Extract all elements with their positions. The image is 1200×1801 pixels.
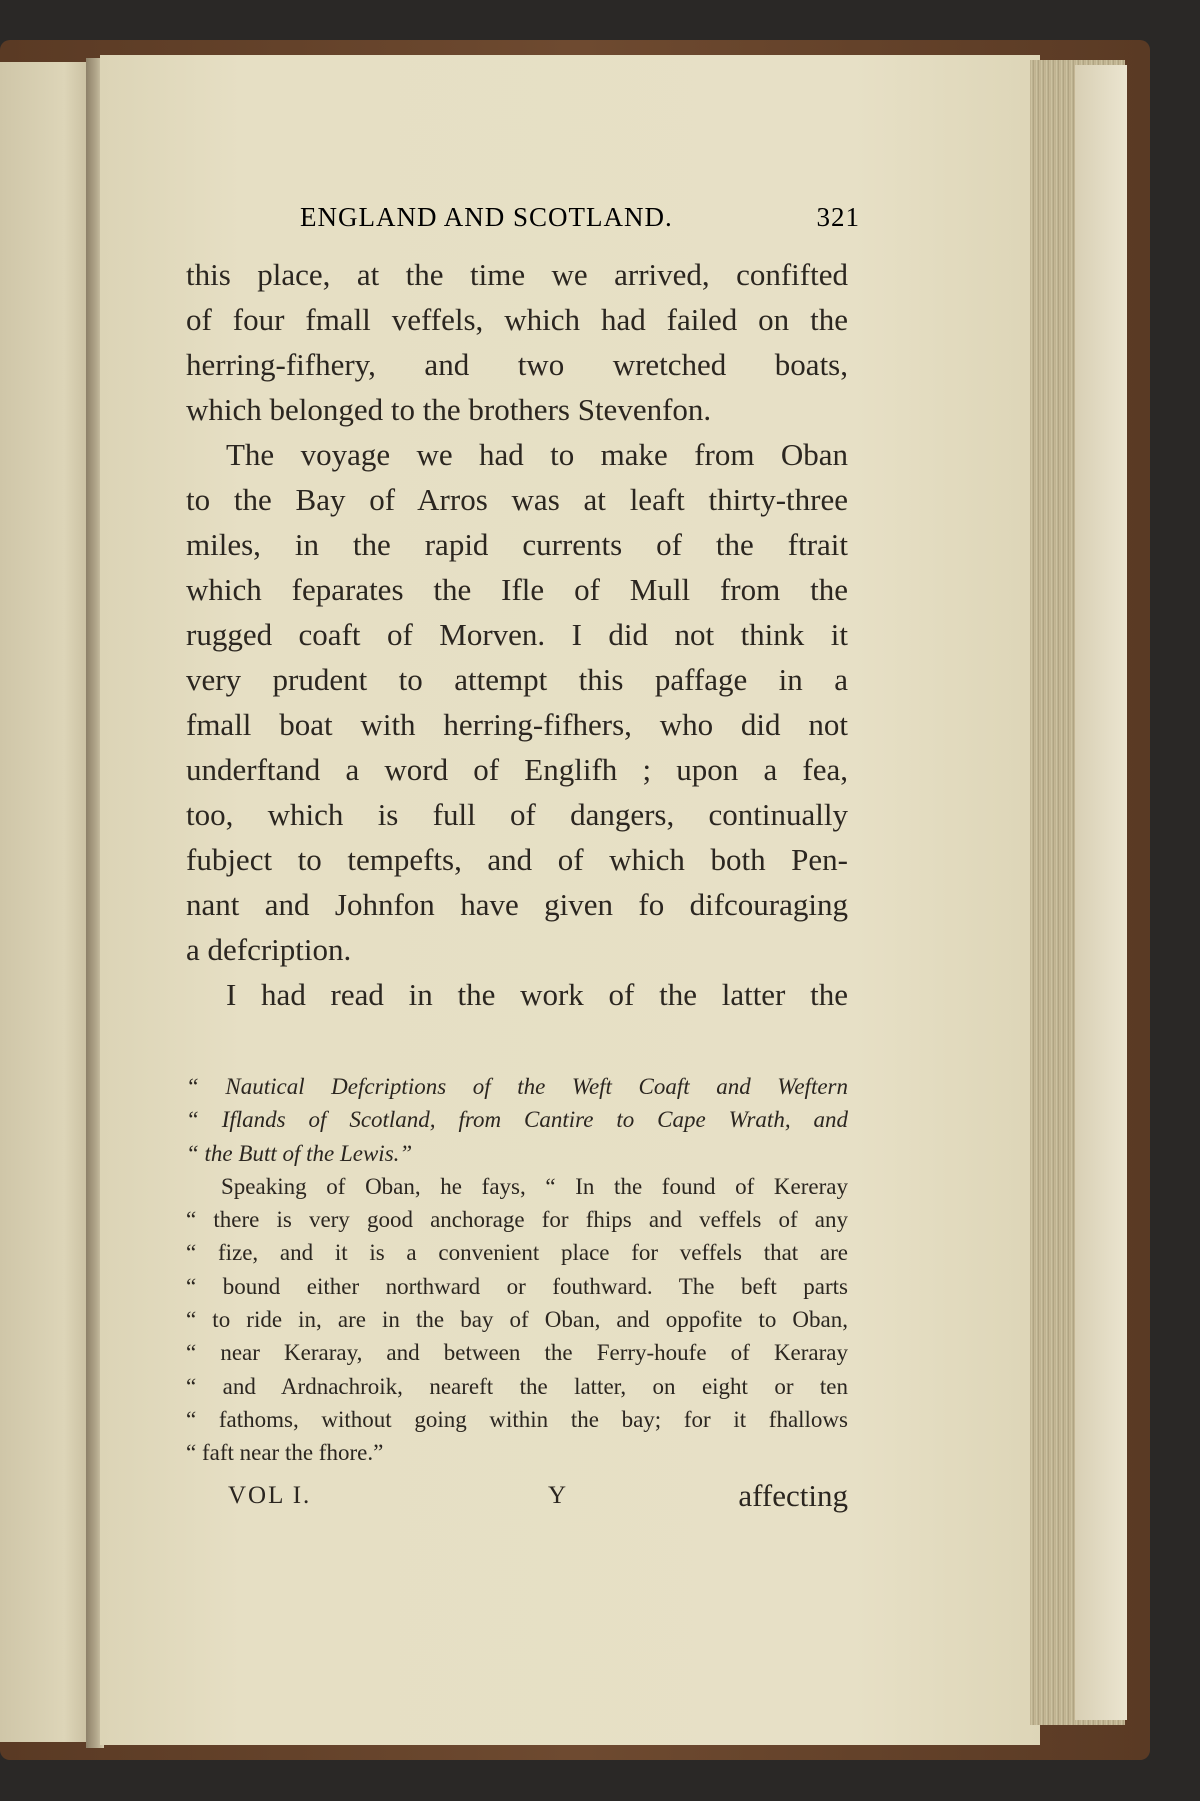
footnote-line: “ and Ardnachroik, neareft the latter, on eight or ten: [186, 1373, 848, 1399]
footnote-line: “ the Butt of the Lewis.”: [186, 1140, 413, 1166]
body-line: rugged coaft of Morven. I did not think it: [186, 617, 848, 652]
body-line: of four fmall veffels, which had failed on the: [186, 302, 848, 337]
body-line: fubject to tempefts, and of which both Pen-: [186, 842, 848, 877]
footnote-line: Speaking of Oban, he fays, “ In the found of Kereray: [221, 1173, 848, 1199]
body-line: nant and Johnfon have given fo difcouraging: [186, 887, 848, 922]
volume-label: VOL I.: [228, 1482, 312, 1509]
signature-mark: Y: [548, 1482, 567, 1509]
footnote-line: “ fize, and it is a convenient place for veffels that are: [186, 1240, 848, 1266]
footnote-line: “ faft near the fhore.”: [186, 1440, 384, 1466]
page-fore-edge-light: [1075, 65, 1127, 1720]
footnote-line: “ near Keraray, and between the Ferry-houfe of Keraray: [186, 1340, 848, 1366]
footnote-line: “ to ride in, are in the bay of Oban, and oppofite to Oban,: [186, 1307, 848, 1333]
left-page-edge: [0, 62, 92, 1742]
body-line: which feparates the Ifle of Mull from the: [186, 572, 848, 607]
footnote-line: “ bound either northward or fouthward. The beft parts: [186, 1273, 848, 1299]
body-line: which belonged to the brothers Stevenfon.: [186, 392, 712, 427]
footnote-line: “ Iflands of Scotland, from Cantire to Cape Wrath, and: [186, 1107, 848, 1133]
body-line: this place, at the time we arrived, confifted: [186, 257, 848, 292]
body-line: to the Bay of Arros was at leaft thirty-three: [186, 482, 848, 517]
footnote-line: “ fathoms, without going within the bay; for it fhallows: [186, 1406, 848, 1432]
running-head: [300, 202, 860, 242]
page-footer: [228, 1478, 848, 1518]
body-line: miles, in the rapid currents of the ftrait: [186, 527, 848, 562]
body-line: herring-fifhery, and two wretched boats,: [186, 347, 848, 382]
footnote: [186, 1070, 848, 1470]
page-number: 321: [816, 202, 860, 232]
body-line: very prudent to attempt this paffage in a: [186, 662, 848, 697]
body-line: underftand a word of Englifh ; upon a fea,: [186, 752, 848, 787]
body-line: I had read in the work of the latter the: [226, 977, 848, 1012]
catchword: affecting: [738, 1478, 848, 1513]
body-line: fmall boat with herring-fifhers, who did not: [186, 707, 848, 742]
footnote-line: “ there is very good anchorage for fhips and veffels of any: [186, 1207, 848, 1233]
body-line: The voyage we had to make from Oban: [226, 437, 848, 472]
body-line: a defcription.: [186, 932, 352, 967]
running-head-title: ENGLAND AND SCOTLAND.: [300, 202, 673, 232]
body-text: [186, 252, 848, 1017]
footnote-line: “ Nautical Defcriptions of the Weft Coaft and Weftern: [186, 1074, 848, 1099]
body-line: too, which is full of dangers, continually: [186, 797, 848, 832]
